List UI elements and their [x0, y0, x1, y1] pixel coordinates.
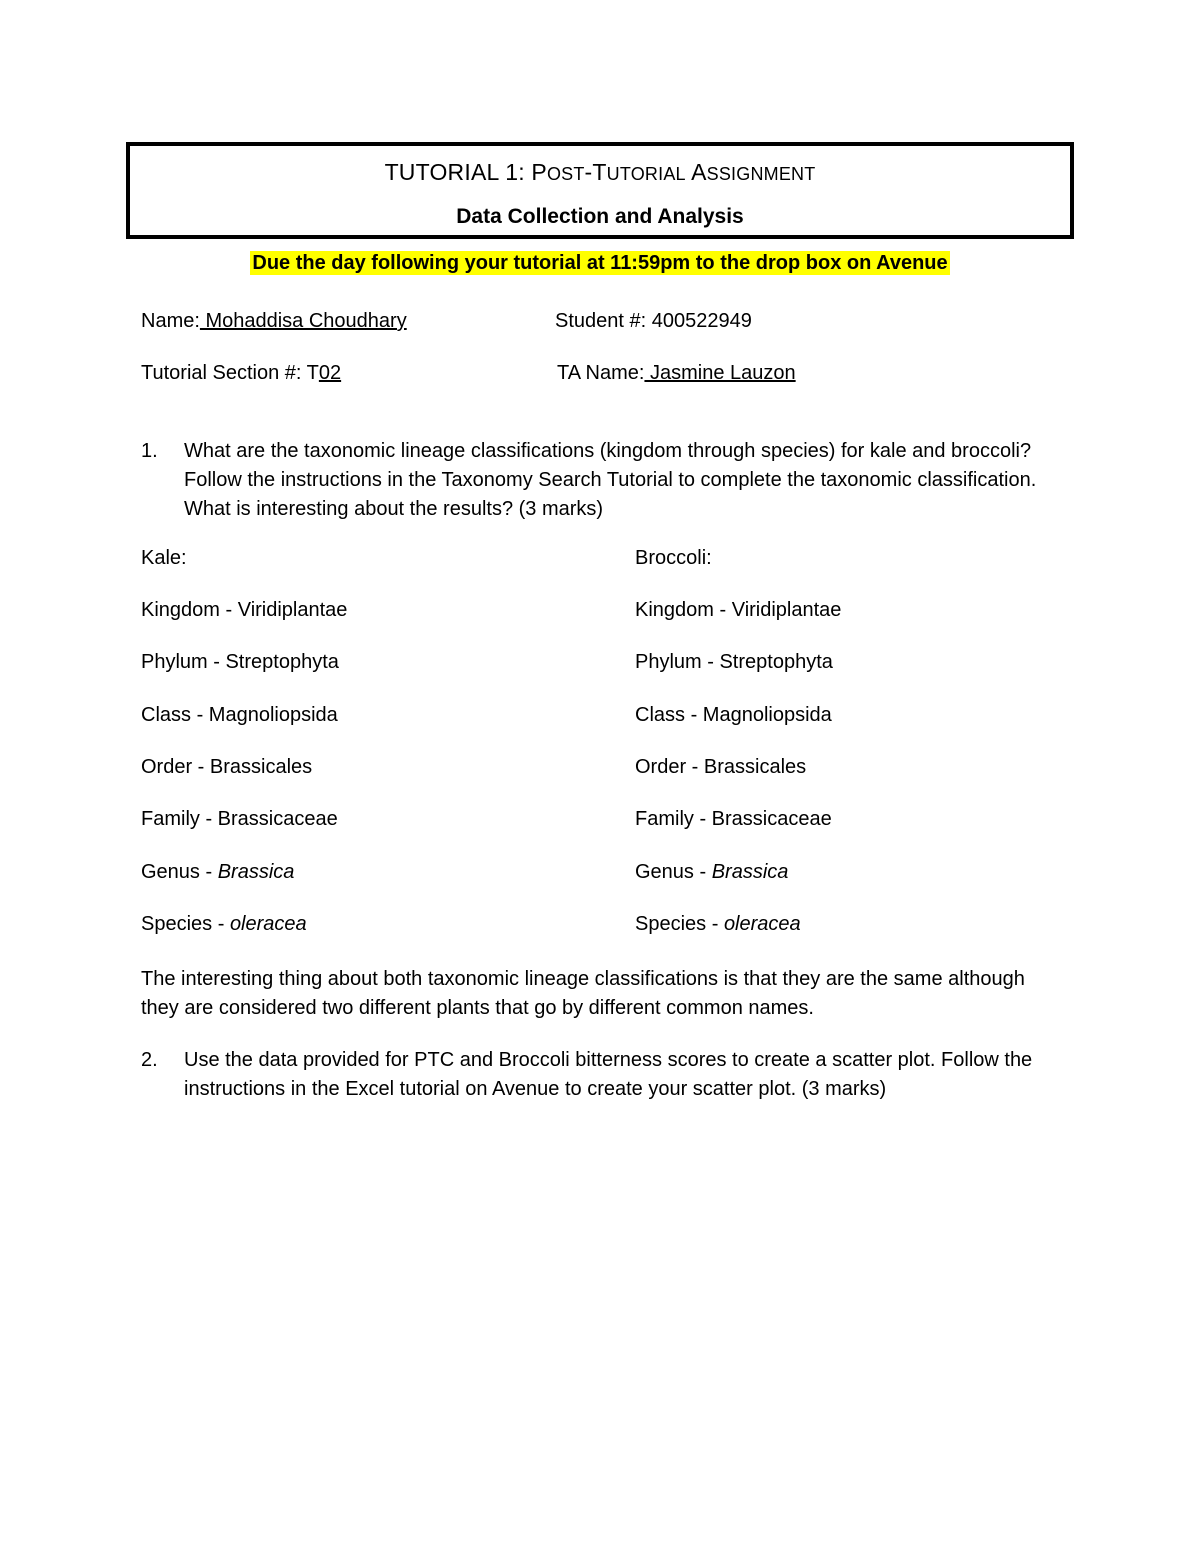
- rank-value: Brassicaceae: [217, 808, 338, 831]
- rank-value: oleracea: [229, 912, 307, 935]
- due-notice: [0, 252, 1200, 275]
- rank-label: Family -: [141, 808, 218, 831]
- broccoli-rank-row: [635, 756, 806, 779]
- kale-rank-row: [141, 599, 347, 622]
- kale-rank-row: [141, 808, 338, 831]
- rank-value: Viridiplantae: [731, 599, 842, 621]
- broccoli-heading: Broccoli:: [635, 547, 712, 569]
- document-title: [130, 159, 1070, 186]
- document-subtitle: Data Collection and Analysis: [456, 205, 744, 228]
- title-part: UTORIAL: [606, 164, 686, 184]
- section-label: Tutorial Section #: T: [141, 362, 319, 384]
- rank-value: Magnoliopsida: [208, 703, 338, 726]
- rank-label: Genus -: [141, 860, 218, 883]
- title-part: -T: [584, 159, 607, 185]
- rank-label: Species -: [141, 912, 230, 935]
- broccoli-rank-row: [635, 913, 801, 936]
- kale-rank-row: [141, 651, 339, 674]
- rank-label: Species -: [635, 912, 724, 935]
- broccoli-rank-row: [635, 599, 841, 622]
- rank-value: Magnoliopsida: [702, 703, 832, 726]
- rank-value: Streptophyta: [225, 651, 339, 674]
- title-part: SSIGNMENT: [706, 164, 816, 184]
- broccoli-rank-row: [635, 861, 788, 884]
- rank-value: Streptophyta: [719, 651, 833, 674]
- name-label: Name:: [141, 310, 200, 332]
- due-notice-text: Due the day following your tutorial at 11:59pm to the drop box on Avenue: [252, 252, 948, 274]
- rank-label: Class -: [141, 703, 209, 726]
- rank-label: Family -: [635, 808, 712, 831]
- rank-label: Genus -: [635, 860, 712, 883]
- answer-1-paragraph: The interesting thing about both taxonomic lineage classifications is that they are the same although they are considered two different plants that go by different common names.: [141, 968, 1025, 1019]
- question-2-text: Use the data provided for PTC and Broccoli bitterness scores to create a scatter plot. Follow the instructions in the Excel tutorial on Avenue to create your scatter plot. (3 marks): [184, 1049, 1033, 1100]
- rank-value: Brassica: [711, 860, 789, 883]
- title-part: OST: [546, 164, 585, 184]
- broccoli-rank-row: [635, 808, 832, 831]
- rank-label: Order -: [635, 755, 704, 778]
- kale-rank-row: [141, 756, 312, 779]
- title-part: TUTORIAL 1: P: [384, 159, 547, 185]
- question-1-number: 1.: [141, 440, 158, 462]
- rank-value: Brassica: [217, 860, 295, 883]
- rank-label: Kingdom -: [141, 599, 238, 621]
- name-value: Mohaddisa Choudhary: [199, 310, 407, 332]
- kale-rank-row: [141, 913, 307, 936]
- broccoli-rank-row: [635, 704, 832, 727]
- ta-name-field: [557, 362, 796, 385]
- rank-label: Class -: [635, 703, 703, 726]
- rank-label: Order -: [141, 755, 210, 778]
- question-2-number: 2.: [141, 1049, 158, 1071]
- title-part: A: [685, 159, 707, 185]
- student-number-field: Student #: 400522949: [555, 310, 752, 332]
- title-box: [126, 142, 1074, 239]
- rank-label: Kingdom -: [635, 599, 732, 621]
- section-value: 02: [318, 362, 342, 384]
- question-1-text: What are the taxonomic lineage classifications (kingdom through species) for kale and broccoli? Follow the instructions in the Taxonomy Search Tutorial to complete the taxonomic classification. What is interesting about the results? (3 marks): [184, 440, 1037, 520]
- kale-rank-row: [141, 861, 294, 884]
- kale-rank-row: [141, 704, 338, 727]
- rank-label: Phylum -: [635, 651, 720, 674]
- rank-value: oleracea: [723, 912, 801, 935]
- rank-value: Brassicales: [703, 755, 807, 778]
- rank-value: Viridiplantae: [237, 599, 348, 621]
- tutorial-section-field: [141, 362, 341, 385]
- kale-heading: Kale:: [141, 547, 187, 569]
- name-field: [141, 310, 407, 333]
- broccoli-rank-row: [635, 651, 833, 674]
- ta-label: TA Name:: [557, 362, 645, 384]
- rank-value: Brassicaceae: [711, 808, 832, 831]
- ta-value: Jasmine Lauzon: [644, 362, 796, 384]
- rank-label: Phylum -: [141, 651, 226, 674]
- rank-value: Brassicales: [209, 755, 313, 778]
